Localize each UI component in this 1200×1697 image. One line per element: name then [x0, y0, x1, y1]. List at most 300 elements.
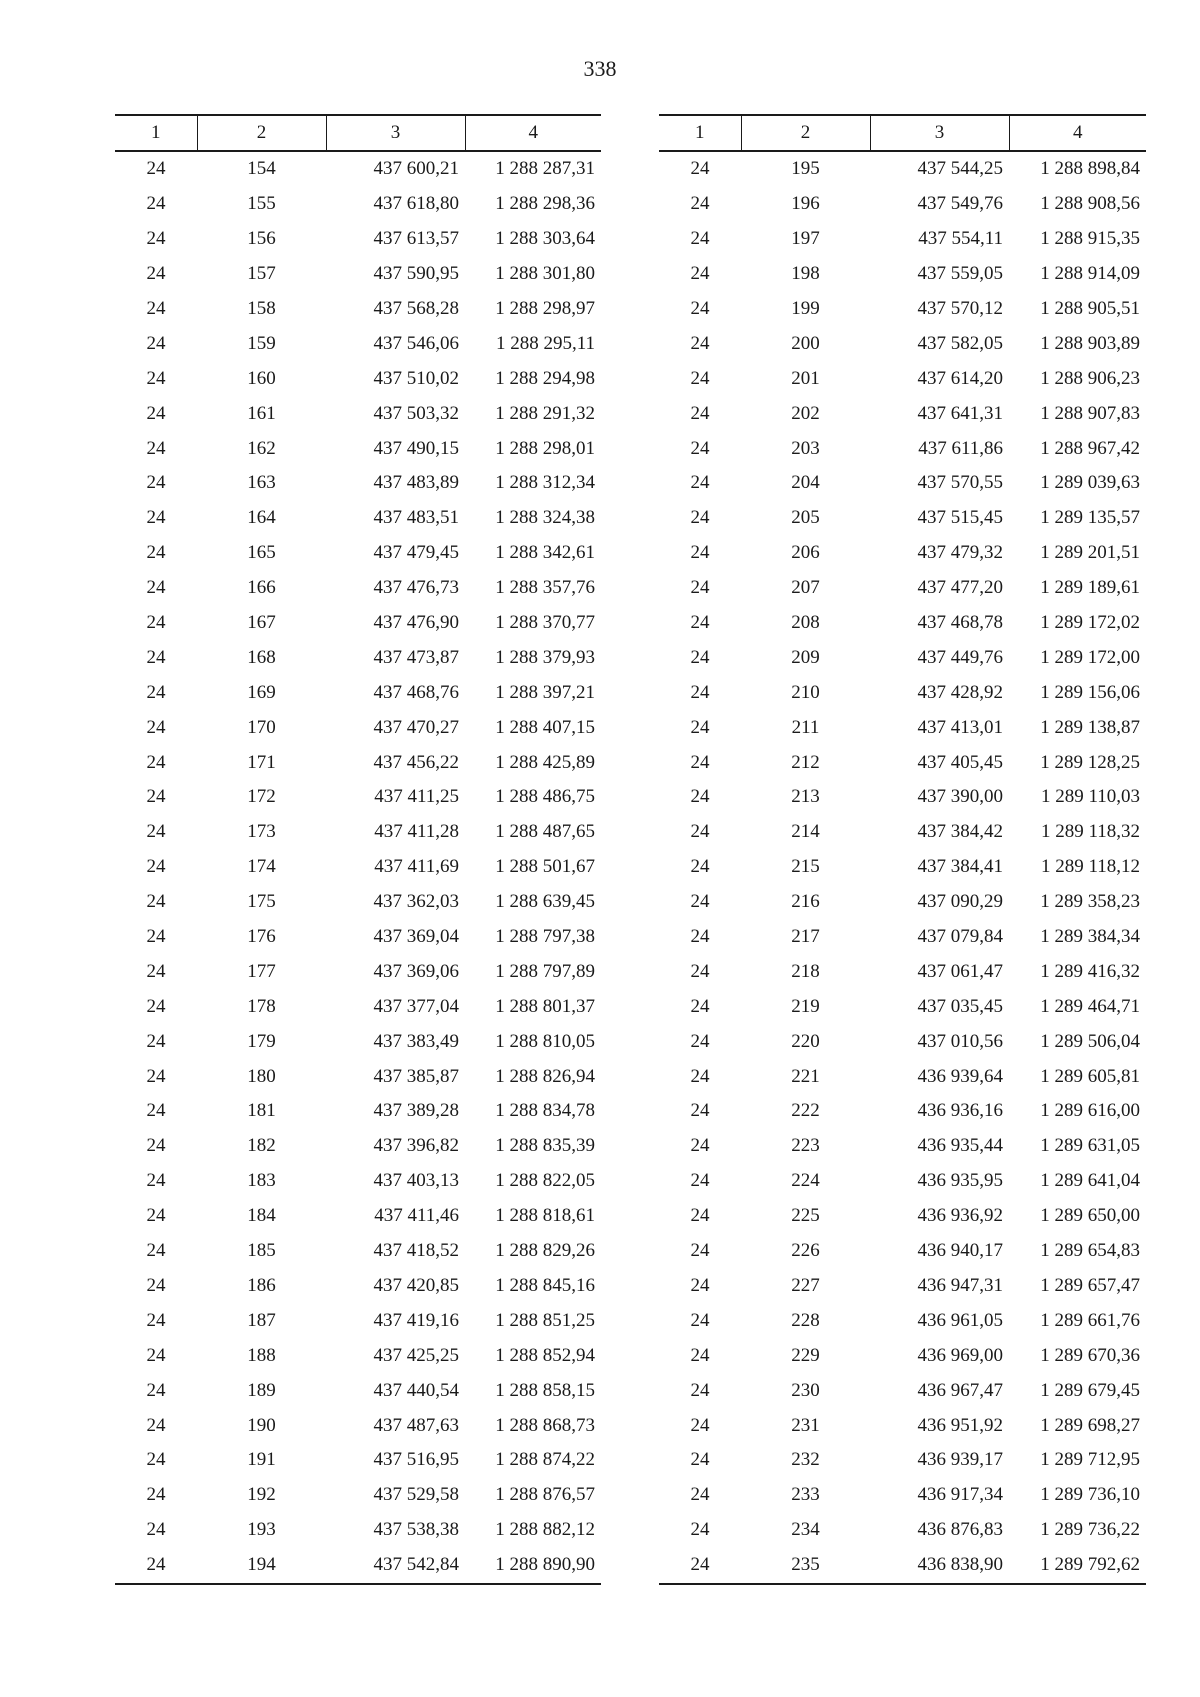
coordinate-x-cell: 437 369,06: [373, 960, 459, 982]
coordinate-y-cell: 1 289 679,45: [1040, 1379, 1140, 1401]
table-row: [115, 536, 601, 571]
table-row: [115, 1338, 601, 1373]
coordinate-x-cell: 437 600,21: [373, 158, 459, 180]
coordinate-x-cell: 437 590,95: [373, 263, 459, 285]
table-row: [659, 257, 1146, 292]
table-row: [659, 1408, 1146, 1443]
section-number-cell: 24: [690, 612, 710, 634]
coordinate-y-cell: 1 289 128,25: [1040, 751, 1140, 773]
section-number-cell: 24: [146, 332, 166, 354]
coordinate-y-cell: 1 288 312,34: [495, 472, 595, 494]
coordinate-x-cell: 437 470,27: [373, 716, 459, 738]
section-number-cell: 24: [146, 681, 166, 703]
coordinate-y-cell: 1 289 712,95: [1040, 1449, 1140, 1471]
section-number-cell: 24: [690, 646, 710, 668]
table-row: [659, 1164, 1146, 1199]
coordinate-x-cell: 436 935,44: [917, 1135, 1003, 1157]
section-number-cell: 24: [690, 1205, 710, 1227]
coordinate-x-cell: 437 389,28: [373, 1100, 459, 1122]
table-row: [115, 675, 601, 710]
coordinate-y-cell: 1 288 303,64: [495, 228, 595, 250]
section-number-cell: 24: [690, 1309, 710, 1331]
coordinate-x-cell: 436 969,00: [917, 1344, 1003, 1366]
coordinate-y-cell: 1 289 172,02: [1040, 612, 1140, 634]
section-number-cell: 24: [146, 1240, 166, 1262]
coordinate-x-cell: 437 420,85: [373, 1274, 459, 1296]
coordinate-x-cell: 437 479,45: [373, 542, 459, 564]
section-number-cell: 24: [146, 995, 166, 1017]
point-number-cell: 170: [247, 716, 276, 738]
coordinate-x-cell: 437 570,55: [917, 472, 1003, 494]
coordinate-y-cell: 1 288 298,01: [495, 437, 595, 459]
coordinate-x-cell: 437 568,28: [373, 298, 459, 319]
point-number-cell: 159: [247, 332, 276, 354]
point-number-cell: 175: [247, 891, 276, 913]
table-row: [115, 1513, 601, 1548]
coordinate-y-cell: 1 288 835,39: [495, 1135, 595, 1157]
coordinate-y-cell: 1 288 826,94: [495, 1065, 595, 1087]
point-number-cell: 178: [247, 995, 276, 1017]
coordinate-x-cell: 437 544,25: [917, 158, 1003, 180]
coordinate-y-cell: 1 289 156,06: [1040, 681, 1140, 703]
section-number-cell: 24: [146, 1309, 166, 1331]
point-number-cell: 185: [247, 1240, 276, 1262]
table-row: [659, 1303, 1146, 1338]
coordinate-x-cell: 437 516,95: [373, 1449, 459, 1471]
table-row: [115, 954, 601, 989]
table-body: [659, 151, 1146, 1584]
coordinate-x-cell: 437 411,28: [374, 821, 459, 843]
coordinate-y-cell: 1 288 357,76: [495, 577, 595, 599]
coordinate-y-cell: 1 288 486,75: [495, 786, 595, 808]
table-row: [115, 361, 601, 396]
table-row: [659, 1024, 1146, 1059]
section-number-cell: 24: [690, 1484, 710, 1506]
point-number-cell: 231: [791, 1414, 820, 1436]
coordinate-y-cell: 1 288 851,25: [495, 1309, 595, 1331]
coordinate-y-cell: 1 289 661,76: [1040, 1309, 1140, 1331]
section-number-cell: 24: [690, 1065, 710, 1087]
coordinate-y-cell: 1 289 110,03: [1040, 786, 1140, 808]
point-number-cell: 184: [247, 1205, 276, 1227]
coordinate-y-cell: 1 289 631,05: [1040, 1135, 1140, 1157]
coordinate-x-cell: 437 476,73: [373, 577, 459, 599]
coordinate-y-cell: 1 289 654,83: [1040, 1240, 1140, 1262]
table-row: [659, 466, 1146, 501]
section-number-cell: 24: [146, 367, 166, 389]
point-number-cell: 230: [791, 1379, 820, 1401]
table-row: [659, 1548, 1146, 1584]
coordinate-y-cell: 1 289 670,36: [1040, 1344, 1140, 1366]
section-number-cell: 24: [146, 612, 166, 634]
table-row: [659, 151, 1146, 187]
table-row: [659, 501, 1146, 536]
coordinate-x-cell: 437 425,25: [373, 1344, 459, 1366]
section-number-cell: 24: [146, 1414, 166, 1436]
column-header-1: 1: [151, 122, 161, 143]
coordinate-x-cell: 437 419,16: [373, 1309, 459, 1331]
point-number-cell: 165: [247, 542, 276, 564]
table-row: [115, 640, 601, 675]
point-number-cell: 177: [247, 960, 276, 982]
coordinate-y-cell: 1 288 908,56: [1040, 193, 1140, 215]
section-number-cell: 24: [146, 1379, 166, 1401]
point-number-cell: 205: [791, 507, 820, 529]
section-number-cell: 24: [690, 891, 710, 913]
coordinate-y-cell: 1 288 845,16: [495, 1274, 595, 1296]
coordinate-y-cell: 1 289 189,61: [1040, 577, 1140, 599]
table-row: [659, 396, 1146, 431]
point-number-cell: 225: [791, 1205, 820, 1227]
point-number-cell: 192: [247, 1484, 276, 1506]
section-number-cell: 24: [146, 926, 166, 948]
coordinate-y-cell: 1 288 868,73: [495, 1414, 595, 1436]
coordinate-y-cell: 1 288 397,21: [495, 681, 595, 703]
table-row: [115, 257, 601, 292]
section-number-cell: 24: [690, 367, 710, 389]
table-row: [115, 501, 601, 536]
table-row: [115, 1408, 601, 1443]
point-number-cell: 232: [791, 1449, 820, 1471]
coordinate-y-cell: 1 288 905,51: [1040, 298, 1140, 319]
coordinate-x-cell: 437 411,25: [374, 786, 459, 808]
section-number-cell: 24: [146, 542, 166, 564]
coordinate-y-cell: 1 288 818,61: [495, 1205, 595, 1227]
coordinate-x-cell: 437 510,02: [373, 367, 459, 389]
coordinate-y-cell: 1 288 903,89: [1040, 332, 1140, 354]
column-header-2: 2: [741, 115, 870, 151]
coordinate-y-cell: 1 288 324,38: [495, 507, 595, 529]
section-number-cell: 24: [146, 716, 166, 738]
table-row: [659, 920, 1146, 955]
coordinate-y-cell: 1 288 914,09: [1040, 263, 1140, 285]
coordinate-x-cell: 437 554,11: [918, 228, 1003, 250]
column-header-3: 3: [326, 115, 465, 151]
point-number-cell: 191: [247, 1449, 276, 1471]
point-number-cell: 206: [791, 542, 820, 564]
table-row: [115, 1303, 601, 1338]
coordinate-x-cell: 437 490,15: [373, 437, 459, 459]
table-row: [659, 1269, 1146, 1304]
coordinates-table-left: [115, 114, 601, 1585]
table-row: [115, 780, 601, 815]
coordinate-y-cell: 1 288 852,94: [495, 1344, 595, 1366]
point-number-cell: 194: [247, 1554, 276, 1576]
page-number: 338: [583, 56, 617, 81]
point-number-cell: 157: [247, 263, 276, 285]
coordinate-y-cell: 1 289 039,63: [1040, 472, 1140, 494]
section-number-cell: 24: [690, 1449, 710, 1471]
section-number-cell: 24: [690, 1379, 710, 1401]
section-number-cell: 24: [146, 1344, 166, 1366]
coordinate-y-cell: 1 289 657,47: [1040, 1274, 1140, 1296]
coordinate-x-cell: 437 483,89: [373, 472, 459, 494]
point-number-cell: 201: [791, 367, 820, 389]
section-number-cell: 24: [146, 1030, 166, 1052]
section-number-cell: 24: [146, 786, 166, 808]
coordinate-y-cell: 1 288 295,11: [495, 332, 595, 354]
coordinate-x-cell: 437 483,51: [373, 507, 459, 529]
point-number-cell: 168: [247, 646, 276, 668]
section-number-cell: 24: [146, 577, 166, 599]
coordinate-y-cell: 1 289 358,23: [1040, 891, 1140, 913]
coordinate-y-cell: 1 288 906,23: [1040, 367, 1140, 389]
section-number-cell: 24: [146, 1135, 166, 1157]
table-row: [659, 1129, 1146, 1164]
table-row: [659, 431, 1146, 466]
point-number-cell: 158: [247, 298, 276, 319]
coordinate-x-cell: 437 090,29: [917, 891, 1003, 913]
section-number-cell: 24: [146, 472, 166, 494]
coordinate-y-cell: 1 289 650,00: [1040, 1205, 1140, 1227]
section-number-cell: 24: [146, 1205, 166, 1227]
coordinate-x-cell: 437 538,38: [373, 1519, 459, 1541]
point-number-cell: 180: [247, 1065, 276, 1087]
coordinate-x-cell: 437 570,12: [917, 298, 1003, 319]
coordinate-x-cell: 436 838,90: [917, 1554, 1003, 1576]
coordinate-x-cell: 437 411,69: [374, 856, 459, 878]
section-number-cell: 24: [146, 751, 166, 773]
section-number-cell: 24: [146, 1554, 166, 1576]
point-number-cell: 223: [791, 1135, 820, 1157]
point-number-cell: 179: [247, 1030, 276, 1052]
coordinate-y-cell: 1 288 301,80: [495, 263, 595, 285]
coordinate-y-cell: 1 288 876,57: [495, 1484, 595, 1506]
coordinate-x-cell: 437 546,06: [373, 332, 459, 354]
table-row: [659, 954, 1146, 989]
table-row: [659, 326, 1146, 361]
table-row: [659, 780, 1146, 815]
point-number-cell: 211: [791, 716, 820, 738]
coordinate-y-cell: 1 289 118,32: [1040, 821, 1140, 843]
coordinate-x-cell: 436 876,83: [917, 1519, 1003, 1541]
section-number-cell: 24: [146, 263, 166, 285]
coordinate-x-cell: 436 936,16: [917, 1100, 1003, 1122]
coordinate-x-cell: 436 940,17: [917, 1240, 1003, 1262]
point-number-cell: 215: [791, 856, 820, 878]
table-row: [115, 1059, 601, 1094]
section-number-cell: 24: [146, 228, 166, 250]
table-row: [659, 1199, 1146, 1234]
point-number-cell: 235: [791, 1554, 820, 1576]
coordinate-x-cell: 437 369,04: [373, 926, 459, 948]
table-row: [659, 675, 1146, 710]
table-row: [659, 606, 1146, 641]
table-row: [659, 640, 1146, 675]
coordinate-x-cell: 437 377,04: [373, 995, 459, 1017]
point-number-cell: 183: [247, 1170, 276, 1192]
coordinate-x-cell: 437 641,31: [917, 402, 1003, 424]
coordinate-x-cell: 437 418,52: [373, 1240, 459, 1262]
coordinate-x-cell: 437 618,80: [373, 193, 459, 215]
coordinate-y-cell: 1 288 797,38: [495, 926, 595, 948]
coordinate-y-cell: 1 288 298,36: [495, 193, 595, 215]
section-number-cell: 24: [690, 681, 710, 703]
point-number-cell: 161: [247, 402, 276, 424]
table-row: [115, 1478, 601, 1513]
table-row: [659, 850, 1146, 885]
section-number-cell: 24: [690, 1274, 710, 1296]
table-row: [115, 745, 601, 780]
coordinate-x-cell: 437 390,00: [917, 786, 1003, 808]
point-number-cell: 226: [791, 1240, 820, 1262]
coordinate-x-cell: 437 529,58: [373, 1484, 459, 1506]
coordinate-x-cell: 437 479,32: [917, 542, 1003, 564]
coordinate-x-cell: 437 428,92: [917, 681, 1003, 703]
coordinate-x-cell: 437 582,05: [917, 332, 1003, 354]
coordinate-x-cell: 437 549,76: [917, 193, 1003, 215]
section-number-cell: 24: [690, 298, 710, 319]
section-number-cell: 24: [690, 1344, 710, 1366]
section-number-cell: 24: [690, 926, 710, 948]
table-row: [659, 292, 1146, 327]
table-row: [659, 536, 1146, 571]
column-header-2: 2: [197, 115, 326, 151]
coordinate-x-cell: 437 396,82: [373, 1135, 459, 1157]
coordinate-y-cell: 1 289 506,04: [1040, 1030, 1140, 1052]
coordinate-y-cell: 1 288 294,98: [495, 367, 595, 389]
coordinate-x-cell: 436 947,31: [917, 1274, 1003, 1296]
point-number-cell: 227: [791, 1274, 820, 1296]
section-number-cell: 24: [690, 507, 710, 529]
coordinate-y-cell: 1 288 501,67: [495, 856, 595, 878]
coordinate-y-cell: 1 289 135,57: [1040, 507, 1140, 529]
coordinate-y-cell: 1 288 379,93: [495, 646, 595, 668]
point-number-cell: 212: [791, 751, 820, 773]
coordinate-y-cell: 1 289 736,10: [1040, 1484, 1140, 1506]
section-number-cell: 24: [690, 960, 710, 982]
coordinate-x-cell: 437 542,84: [373, 1554, 459, 1576]
coordinate-y-cell: 1 288 898,84: [1040, 158, 1140, 180]
column-header-4: 4: [465, 115, 601, 151]
coordinate-x-cell: 437 476,90: [373, 612, 459, 634]
table-row: [115, 850, 601, 885]
section-number-cell: 24: [690, 437, 710, 459]
coordinate-x-cell: 437 405,45: [917, 751, 1003, 773]
table-row: [115, 710, 601, 745]
coordinate-x-cell: 436 939,17: [917, 1449, 1003, 1471]
table-row: [659, 1234, 1146, 1269]
section-number-cell: 24: [146, 298, 166, 319]
table-row: [115, 1199, 601, 1234]
section-number-cell: 24: [690, 1100, 710, 1122]
coordinate-x-cell: 437 413,01: [917, 716, 1003, 738]
point-number-cell: 195: [791, 158, 820, 180]
coordinate-y-cell: 1 289 416,32: [1040, 960, 1140, 982]
section-number-cell: 24: [146, 1519, 166, 1541]
point-number-cell: 233: [791, 1484, 820, 1506]
table-row: [659, 1513, 1146, 1548]
table-row: [115, 1094, 601, 1129]
coordinate-y-cell: 1 289 736,22: [1040, 1519, 1140, 1541]
table-row: [115, 466, 601, 501]
coordinate-x-cell: 437 477,20: [917, 577, 1003, 599]
coordinate-x-cell: 436 917,34: [917, 1484, 1003, 1506]
table-row: [115, 920, 601, 955]
table-row: [659, 1478, 1146, 1513]
coordinate-y-cell: 1 288 829,26: [495, 1240, 595, 1262]
table-row: [659, 815, 1146, 850]
coordinate-x-cell: 437 614,20: [917, 367, 1003, 389]
point-number-cell: 200: [791, 332, 820, 354]
point-number-cell: 209: [791, 646, 820, 668]
point-number-cell: 197: [791, 228, 820, 250]
point-number-cell: 163: [247, 472, 276, 494]
section-number-cell: 24: [146, 1274, 166, 1296]
table-row: [659, 745, 1146, 780]
coordinate-y-cell: 1 289 464,71: [1040, 995, 1140, 1017]
coordinate-x-cell: 437 611,86: [918, 437, 1003, 459]
table-row: [115, 187, 601, 222]
table-row: [115, 431, 601, 466]
coordinate-y-cell: 1 288 370,77: [495, 612, 595, 634]
point-number-cell: 228: [791, 1309, 820, 1331]
coordinate-y-cell: 1 288 890,90: [495, 1554, 595, 1576]
coordinate-y-cell: 1 288 834,78: [495, 1100, 595, 1122]
coordinate-x-cell: 437 061,47: [917, 960, 1003, 982]
coordinate-x-cell: 437 503,32: [373, 402, 459, 424]
point-number-cell: 204: [791, 472, 820, 494]
section-number-cell: 24: [146, 646, 166, 668]
coordinate-x-cell: 437 473,87: [373, 646, 459, 668]
section-number-cell: 24: [690, 786, 710, 808]
coordinate-y-cell: 1 288 822,05: [495, 1170, 595, 1192]
point-number-cell: 167: [247, 612, 276, 634]
point-number-cell: 224: [791, 1170, 820, 1192]
point-number-cell: 218: [791, 960, 820, 982]
coordinate-y-cell: 1 289 792,62: [1040, 1554, 1140, 1576]
point-number-cell: 182: [247, 1135, 276, 1157]
column-header-3: 3: [870, 115, 1009, 151]
section-number-cell: 24: [690, 193, 710, 215]
table-row: [115, 1548, 601, 1584]
coordinate-x-cell: 437 411,46: [374, 1205, 459, 1227]
section-number-cell: 24: [690, 158, 710, 180]
table-row: [659, 222, 1146, 257]
coordinate-y-cell: 1 289 641,04: [1040, 1170, 1140, 1192]
point-number-cell: 176: [247, 926, 276, 948]
coordinate-y-cell: 1 289 118,12: [1040, 856, 1140, 878]
coordinate-y-cell: 1 288 915,35: [1040, 228, 1140, 250]
coordinate-x-cell: 436 936,92: [917, 1205, 1003, 1227]
coordinate-x-cell: 436 961,05: [917, 1309, 1003, 1331]
point-number-cell: 156: [247, 228, 276, 250]
coordinates-table-right: [659, 114, 1146, 1585]
coordinate-y-cell: 1 288 810,05: [495, 1030, 595, 1052]
table-header: [659, 115, 1146, 151]
coordinate-y-cell: 1 288 797,89: [495, 960, 595, 982]
point-number-cell: 203: [791, 437, 820, 459]
section-number-cell: 24: [690, 821, 710, 843]
point-number-cell: 190: [247, 1414, 276, 1436]
point-number-cell: 202: [791, 402, 820, 424]
point-number-cell: 210: [791, 681, 820, 703]
point-number-cell: 160: [247, 367, 276, 389]
section-number-cell: 24: [146, 821, 166, 843]
table-row: [115, 1129, 601, 1164]
coordinate-x-cell: 437 468,78: [917, 612, 1003, 634]
point-number-cell: 229: [791, 1344, 820, 1366]
table-row: [115, 222, 601, 257]
section-number-cell: 24: [690, 856, 710, 878]
point-number-cell: 208: [791, 612, 820, 634]
table-row: [115, 571, 601, 606]
coordinate-y-cell: 1 288 858,15: [495, 1379, 595, 1401]
coordinate-y-cell: 1 288 801,37: [495, 995, 595, 1017]
point-number-cell: 213: [791, 786, 820, 808]
section-number-cell: 24: [690, 402, 710, 424]
table-row: [659, 989, 1146, 1024]
